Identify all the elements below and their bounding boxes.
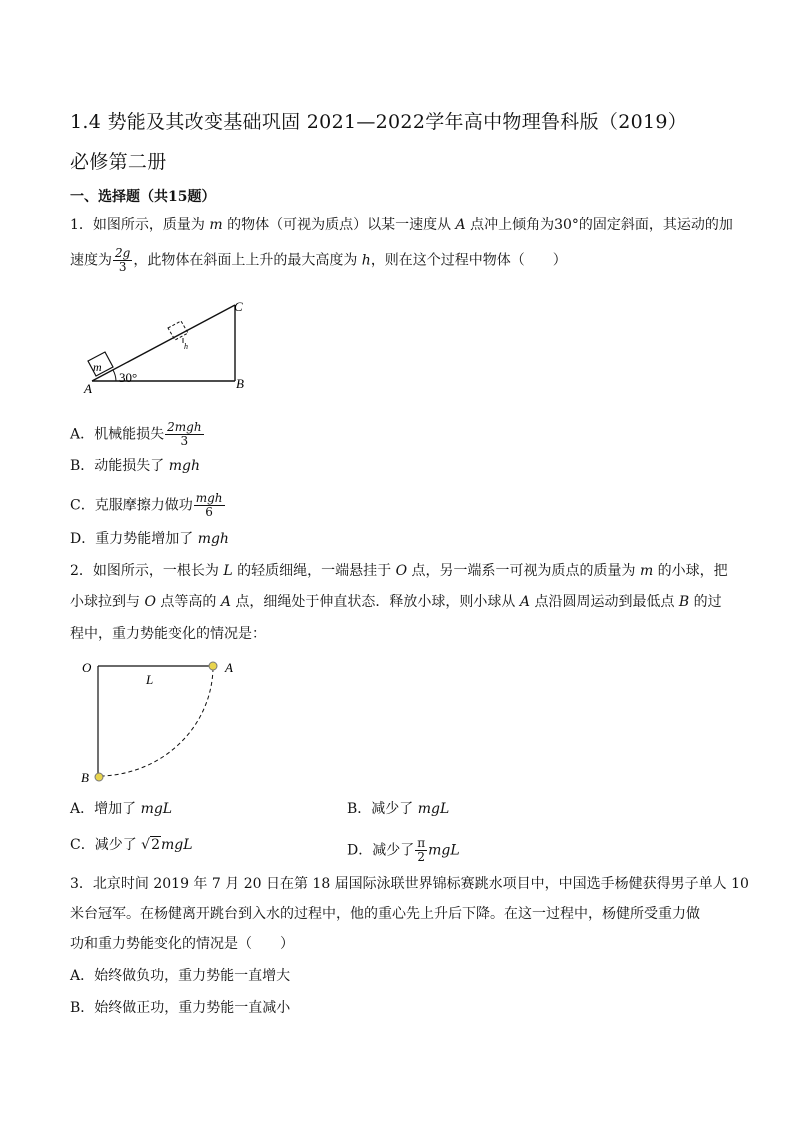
q3-stem-line1: 3．北京时间 2019 年 7 月 20 日在第 18 届国际泳联世界锦标赛跳水项目中，中国选手杨健获得男子单人 10 bbox=[70, 876, 749, 892]
q1-stem-line2: 速度为 $\frac{2g}{3}$ ，此物体在斜面上上升的最大高度为 h，则在这个过程中物体（ ） bbox=[70, 246, 567, 274]
page-title-line2: 必修第二册 bbox=[70, 151, 167, 173]
label-A: A bbox=[225, 660, 233, 675]
sqrt-sign: √ bbox=[141, 837, 151, 853]
q2-stem-line1: 2．如图所示，一根长为 L 的轻质细绳，一端悬挂于 O 点，另一端系一可视为质点的质量为 m 的小球，把 bbox=[70, 563, 728, 579]
q1-option-c[interactable]: C．克服摩擦力做功 $\frac{\text{mgh}}{6}$ bbox=[70, 491, 223, 519]
label-h: h bbox=[184, 342, 188, 351]
q3-option-a[interactable]: A．始终做负功，重力势能一直增大 bbox=[70, 968, 291, 984]
q2-stem-line3: 程中，重力势能变化的情况是： bbox=[70, 626, 266, 642]
label-A: A bbox=[84, 381, 92, 396]
q1-stem-line1: 1．如图所示，质量为 m 的物体（可视为质点）以某一速度从 A 点冲上倾角为30°的固定斜面，其运动的加 bbox=[70, 217, 733, 233]
q2-option-c[interactable]: C．减少了 √2mgL bbox=[70, 837, 193, 853]
q2-option-d[interactable]: D．减少了 $\frac{\pi}{2}$ mgL bbox=[347, 836, 460, 864]
q1-option-d[interactable]: D．重力势能增加了 mgh bbox=[70, 531, 229, 547]
q1-option-a-fraction: $\frac{\text{2mgh}}{3}$ bbox=[167, 420, 202, 448]
q1-option-c-fraction: $\frac{\text{mgh}}{6}$ bbox=[195, 491, 223, 519]
page-title-line1: 1.4 势能及其改变基础巩固 2021—2022学年高中物理鲁科版（2019） bbox=[70, 111, 688, 133]
q1-acceleration-fraction: $\frac{2g}{3}$ bbox=[115, 246, 131, 274]
label-B: B bbox=[81, 770, 89, 785]
angle-arc bbox=[113, 370, 116, 381]
block-dashed bbox=[168, 321, 188, 340]
q1-option-a[interactable]: A．机械能损失 $\frac{\text{2mgh}}{3}$ bbox=[70, 420, 202, 448]
label-C: C bbox=[234, 299, 243, 314]
q3-stem-line2: 米台冠军。在杨健离开跳台到入水的过程中，他的重心先上升后下降。在这一过程中，杨健所受重力做 bbox=[70, 906, 700, 922]
q2-option-a[interactable]: A．增加了 mgL bbox=[70, 801, 173, 817]
section-heading: 一、选择题（共15题） bbox=[70, 189, 216, 205]
q1-option-b[interactable]: B．动能损失了 mgh bbox=[70, 458, 201, 474]
label-m: m bbox=[93, 360, 102, 374]
label-L: L bbox=[146, 672, 154, 687]
q3-stem-line3: 功和重力势能变化的情况是（ ） bbox=[70, 936, 294, 952]
label-B: B bbox=[236, 376, 244, 391]
q2-option-b[interactable]: B．减少了 mgL bbox=[347, 801, 450, 817]
circular-path bbox=[100, 668, 213, 776]
ball-at-b bbox=[95, 773, 103, 781]
q2-pendulum-figure bbox=[78, 656, 248, 788]
label-angle: 30° bbox=[119, 370, 138, 385]
incline-slope bbox=[92, 305, 235, 381]
q3-option-b[interactable]: B．始终做正功，重力势能一直减小 bbox=[70, 1000, 291, 1016]
q1-incline-figure bbox=[80, 295, 260, 400]
q2-stem-line2: 小球拉到与 O 点等高的 A 点，细绳处于伸直状态．释放小球，则小球从 A 点沿圆周运动到最低点 B 的过 bbox=[70, 594, 722, 610]
ball-at-a bbox=[209, 662, 217, 670]
q2-option-d-fraction: $\frac{\pi}{2}$ bbox=[417, 836, 426, 864]
label-O: O bbox=[82, 660, 92, 675]
